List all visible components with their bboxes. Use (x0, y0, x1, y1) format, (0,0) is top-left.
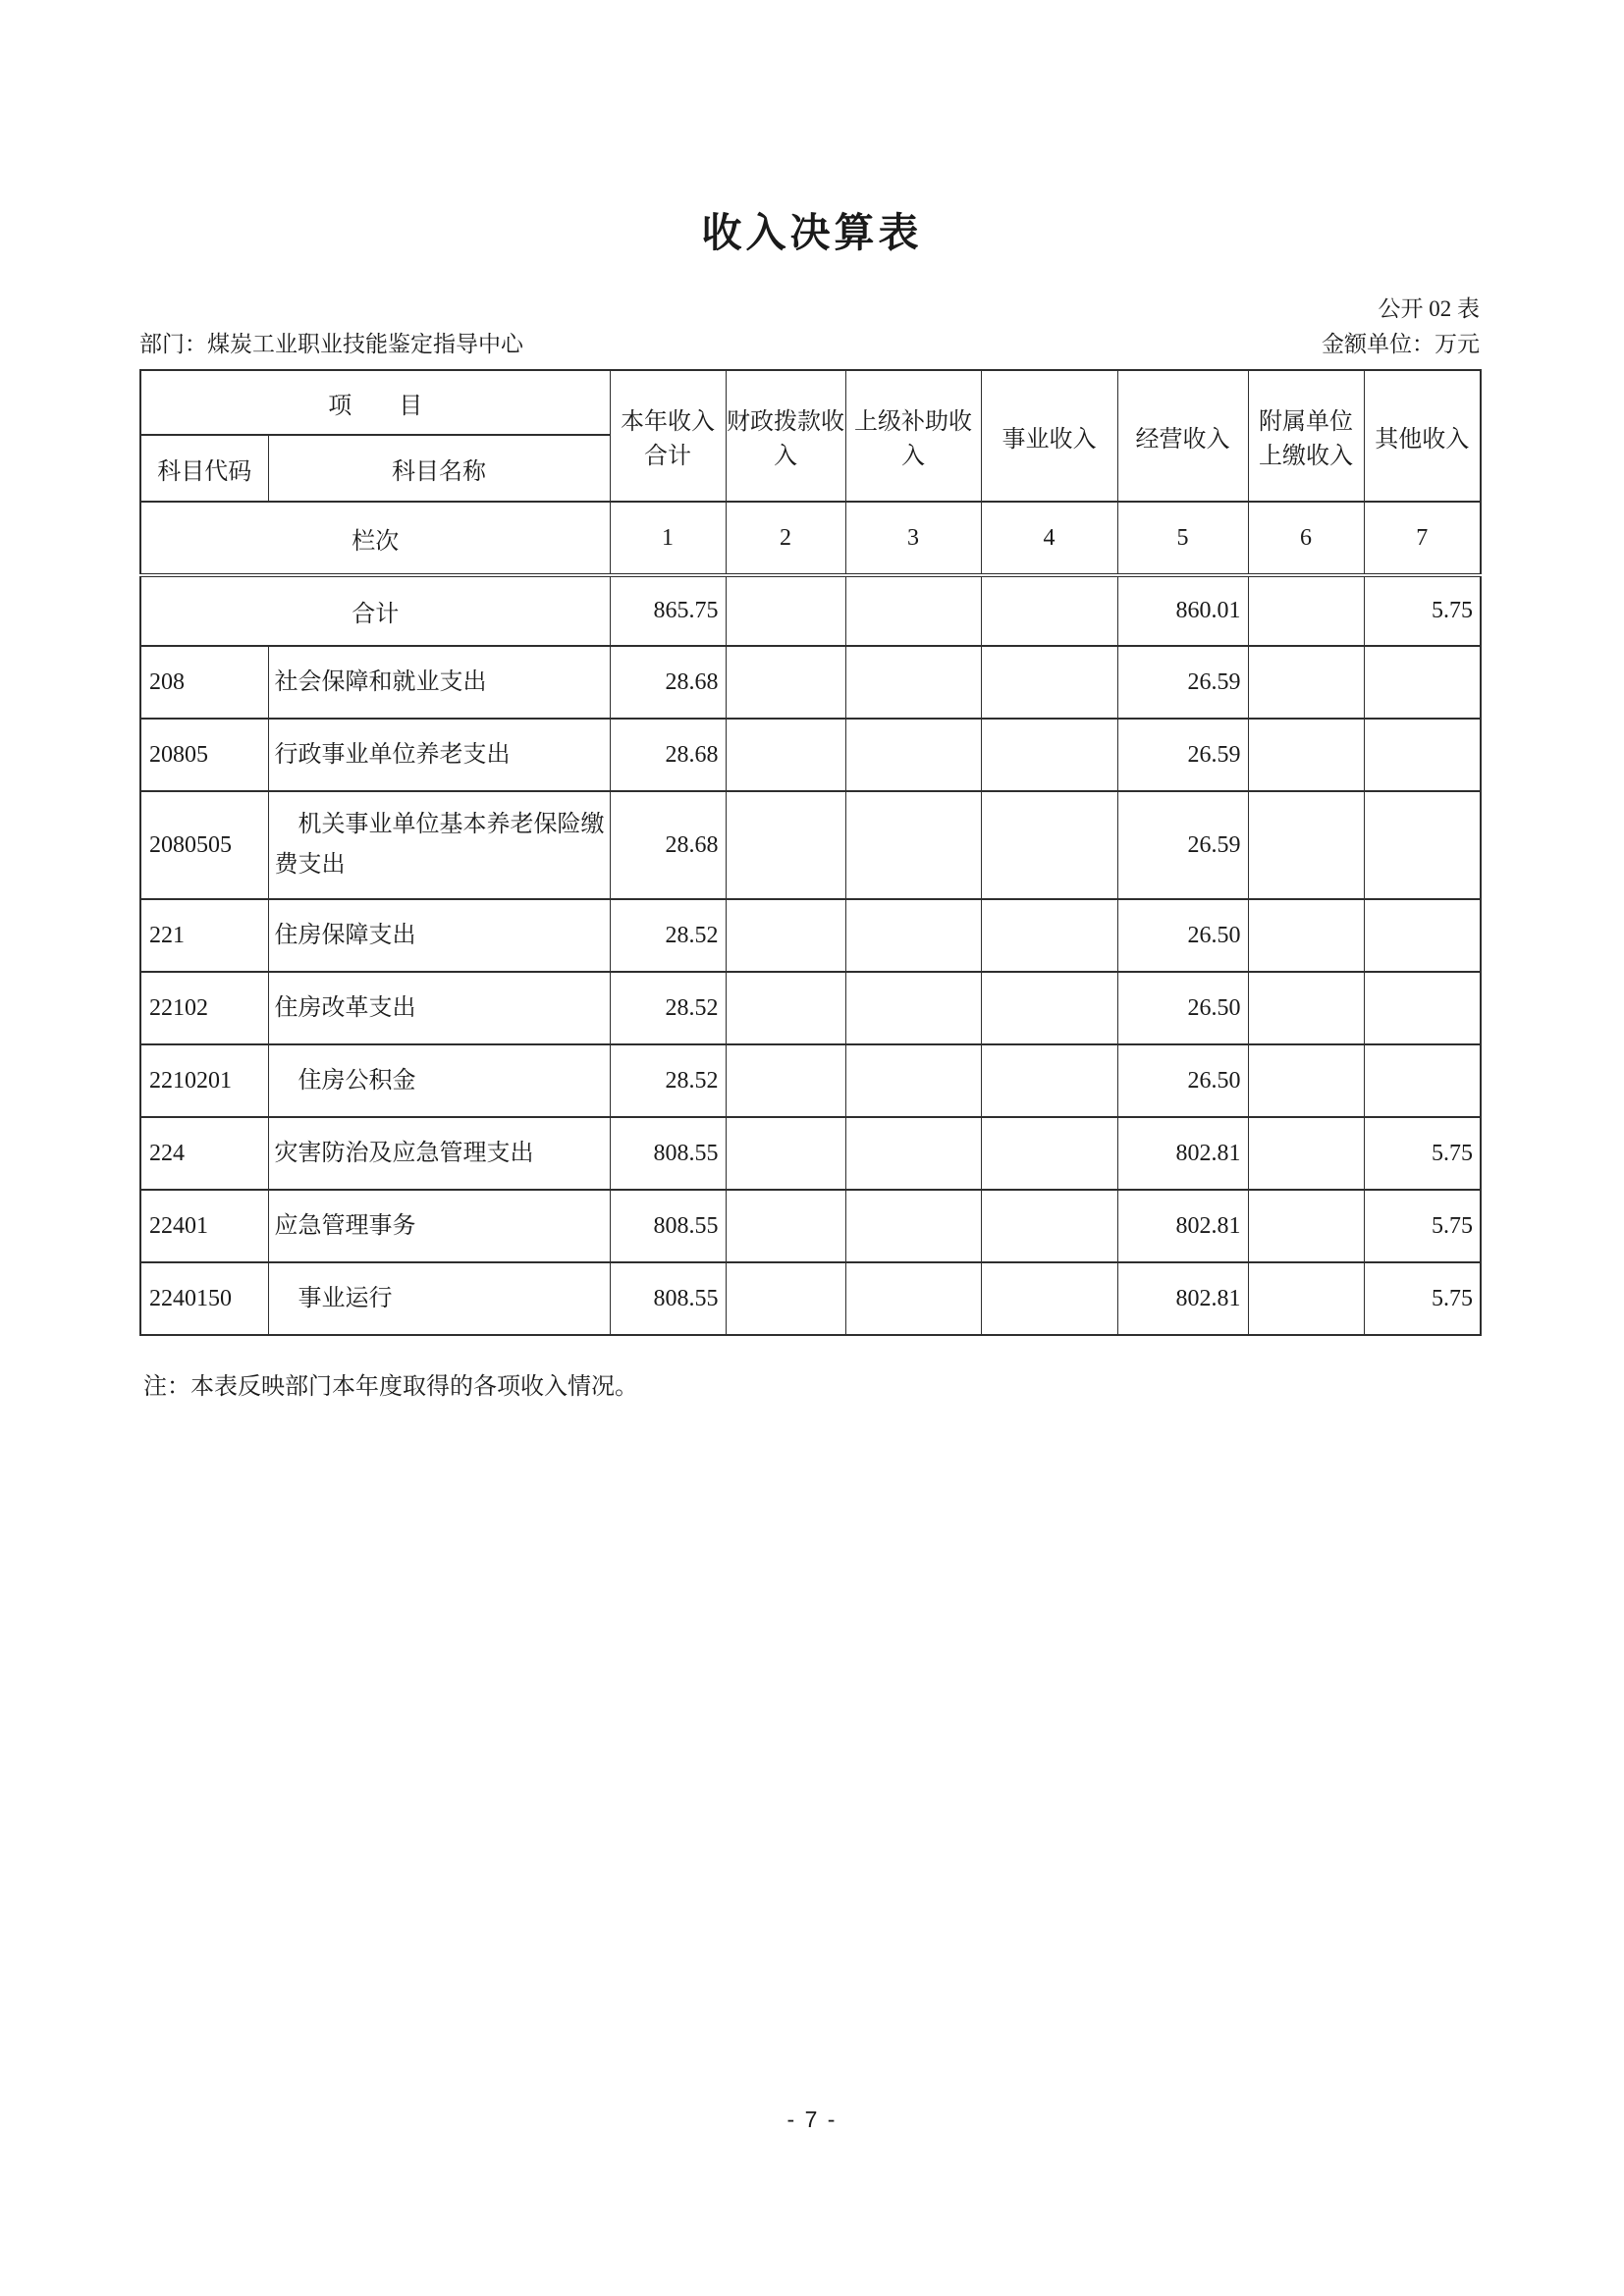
header-col-institutional: 事业收入 (981, 370, 1117, 502)
header-col-fiscal: 财政拨款收入 (726, 370, 845, 502)
value-cell (726, 1190, 845, 1262)
value-cell (981, 899, 1117, 972)
value-cell: 26.59 (1117, 646, 1248, 719)
subject-code-cell: 224 (140, 1117, 268, 1190)
value-cell (726, 646, 845, 719)
meta-row (139, 331, 1480, 358)
lane-number-cell: 7 (1364, 502, 1481, 575)
value-cell (845, 646, 981, 719)
page-number: - 7 - (786, 2107, 838, 2132)
department-label: 部门：煤炭工业职业技能鉴定指导中心 (139, 331, 523, 356)
value-cell: 28.68 (610, 646, 726, 719)
subject-code-cell: 2080505 (140, 791, 268, 899)
table-row (140, 1190, 1481, 1262)
value-cell (1364, 899, 1481, 972)
value-cell (981, 791, 1117, 899)
value-cell: 5.75 (1364, 1117, 1481, 1190)
header-col-operating: 经营收入 (1117, 370, 1248, 502)
value-cell (1248, 1044, 1364, 1117)
lane-number-cell: 2 (726, 502, 845, 575)
lane-number-cell: 3 (845, 502, 981, 575)
value-cell: 28.52 (610, 972, 726, 1044)
header-row-item (140, 370, 1481, 435)
value-cell (1248, 1117, 1364, 1190)
value-cell: 802.81 (1117, 1262, 1248, 1335)
subject-name-cell: 住房改革支出 (268, 972, 610, 1044)
meta-block (139, 295, 1480, 357)
value-cell (845, 575, 981, 646)
header-col-affiliated: 附属单位上缴收入 (1248, 370, 1364, 502)
value-cell (845, 719, 981, 791)
value-cell (726, 1117, 845, 1190)
value-cell: 26.59 (1117, 719, 1248, 791)
header-item: 项 目 (140, 370, 610, 435)
table-row (140, 646, 1481, 719)
table-note: 注：本表反映部门本年度取得的各项收入情况。 (143, 1374, 638, 1400)
value-cell (1364, 791, 1481, 899)
subject-code-cell: 22102 (140, 972, 268, 1044)
value-cell (981, 719, 1117, 791)
total-label-cell: 合计 (140, 575, 610, 646)
value-cell: 808.55 (610, 1190, 726, 1262)
value-cell (845, 1117, 981, 1190)
value-cell: 28.52 (610, 1044, 726, 1117)
subject-code-cell: 20805 (140, 719, 268, 791)
lane-number-cell: 5 (1117, 502, 1248, 575)
total-row (140, 575, 1481, 646)
income-table (139, 369, 1482, 1336)
value-cell: 28.68 (610, 719, 726, 791)
value-cell: 28.52 (610, 899, 726, 972)
value-cell (845, 1190, 981, 1262)
value-cell (845, 972, 981, 1044)
public-table-label: 公开 02 表 (1378, 296, 1480, 321)
table-row (140, 791, 1481, 899)
value-cell (1248, 719, 1364, 791)
header-subject-name: 科目名称 (268, 435, 610, 502)
value-cell: 26.50 (1117, 899, 1248, 972)
table-row (140, 1262, 1481, 1335)
table-row (140, 972, 1481, 1044)
subject-name-cell: 灾害防治及应急管理支出 (268, 1117, 610, 1190)
value-cell (1248, 646, 1364, 719)
value-cell: 808.55 (610, 1117, 726, 1190)
value-cell: 5.75 (1364, 1262, 1481, 1335)
value-cell (845, 1262, 981, 1335)
table-row (140, 1044, 1481, 1117)
value-cell: 802.81 (1117, 1190, 1248, 1262)
value-cell (981, 575, 1117, 646)
lane-number-cell: 4 (981, 502, 1117, 575)
value-cell: 5.75 (1364, 1190, 1481, 1262)
table-row (140, 719, 1481, 791)
header-col-year-total: 本年收入合计 (610, 370, 726, 502)
value-cell (726, 1262, 845, 1335)
subject-name-cell: 行政事业单位养老支出 (268, 719, 610, 791)
subject-code-cell: 2240150 (140, 1262, 268, 1335)
subject-name-cell: 住房保障支出 (268, 899, 610, 972)
subject-name-cell: 机关事业单位基本养老保险缴费支出 (268, 791, 610, 899)
page-title: 收入决算表 (701, 210, 923, 255)
value-cell: 26.50 (1117, 1044, 1248, 1117)
value-cell (981, 972, 1117, 1044)
table-row (140, 1117, 1481, 1190)
value-cell (1364, 972, 1481, 1044)
subject-name-cell: 住房公积金 (268, 1044, 610, 1117)
value-cell: 860.01 (1117, 575, 1248, 646)
lane-label-cell: 栏次 (140, 502, 610, 575)
subject-code-cell: 22401 (140, 1190, 268, 1262)
header-col-superior-subsidy: 上级补助收入 (845, 370, 981, 502)
value-cell: 26.50 (1117, 972, 1248, 1044)
subject-code-cell: 221 (140, 899, 268, 972)
value-cell: 5.75 (1364, 575, 1481, 646)
value-cell (1248, 972, 1364, 1044)
value-cell (981, 646, 1117, 719)
lane-row (140, 502, 1481, 575)
value-cell (1364, 646, 1481, 719)
value-cell (1248, 899, 1364, 972)
value-cell (981, 1190, 1117, 1262)
value-cell (726, 899, 845, 972)
subject-name-cell: 社会保障和就业支出 (268, 646, 610, 719)
value-cell (1364, 1044, 1481, 1117)
subject-name-cell: 应急管理事务 (268, 1190, 610, 1262)
value-cell (1248, 791, 1364, 899)
value-cell (981, 1117, 1117, 1190)
value-cell (845, 791, 981, 899)
value-cell (726, 575, 845, 646)
lane-number-cell: 1 (610, 502, 726, 575)
value-cell: 808.55 (610, 1262, 726, 1335)
table-body (140, 575, 1481, 1335)
header-subject-code: 科目代码 (140, 435, 268, 502)
subject-code-cell: 2210201 (140, 1044, 268, 1117)
value-cell (845, 1044, 981, 1117)
table-header (140, 370, 1481, 575)
value-cell (726, 719, 845, 791)
header-col-other: 其他收入 (1364, 370, 1481, 502)
value-cell (726, 972, 845, 1044)
value-cell: 26.59 (1117, 791, 1248, 899)
value-cell (1248, 575, 1364, 646)
value-cell (726, 791, 845, 899)
value-cell (1248, 1262, 1364, 1335)
value-cell (981, 1262, 1117, 1335)
unit-label: 金额单位：万元 (1322, 331, 1480, 356)
value-cell: 865.75 (610, 575, 726, 646)
value-cell (845, 899, 981, 972)
value-cell: 28.68 (610, 791, 726, 899)
value-cell (1364, 719, 1481, 791)
table-row (140, 899, 1481, 972)
subject-code-cell: 208 (140, 646, 268, 719)
value-cell (981, 1044, 1117, 1117)
value-cell: 802.81 (1117, 1117, 1248, 1190)
lane-number-cell: 6 (1248, 502, 1364, 575)
subject-name-cell: 事业运行 (268, 1262, 610, 1335)
value-cell (1248, 1190, 1364, 1262)
value-cell (726, 1044, 845, 1117)
